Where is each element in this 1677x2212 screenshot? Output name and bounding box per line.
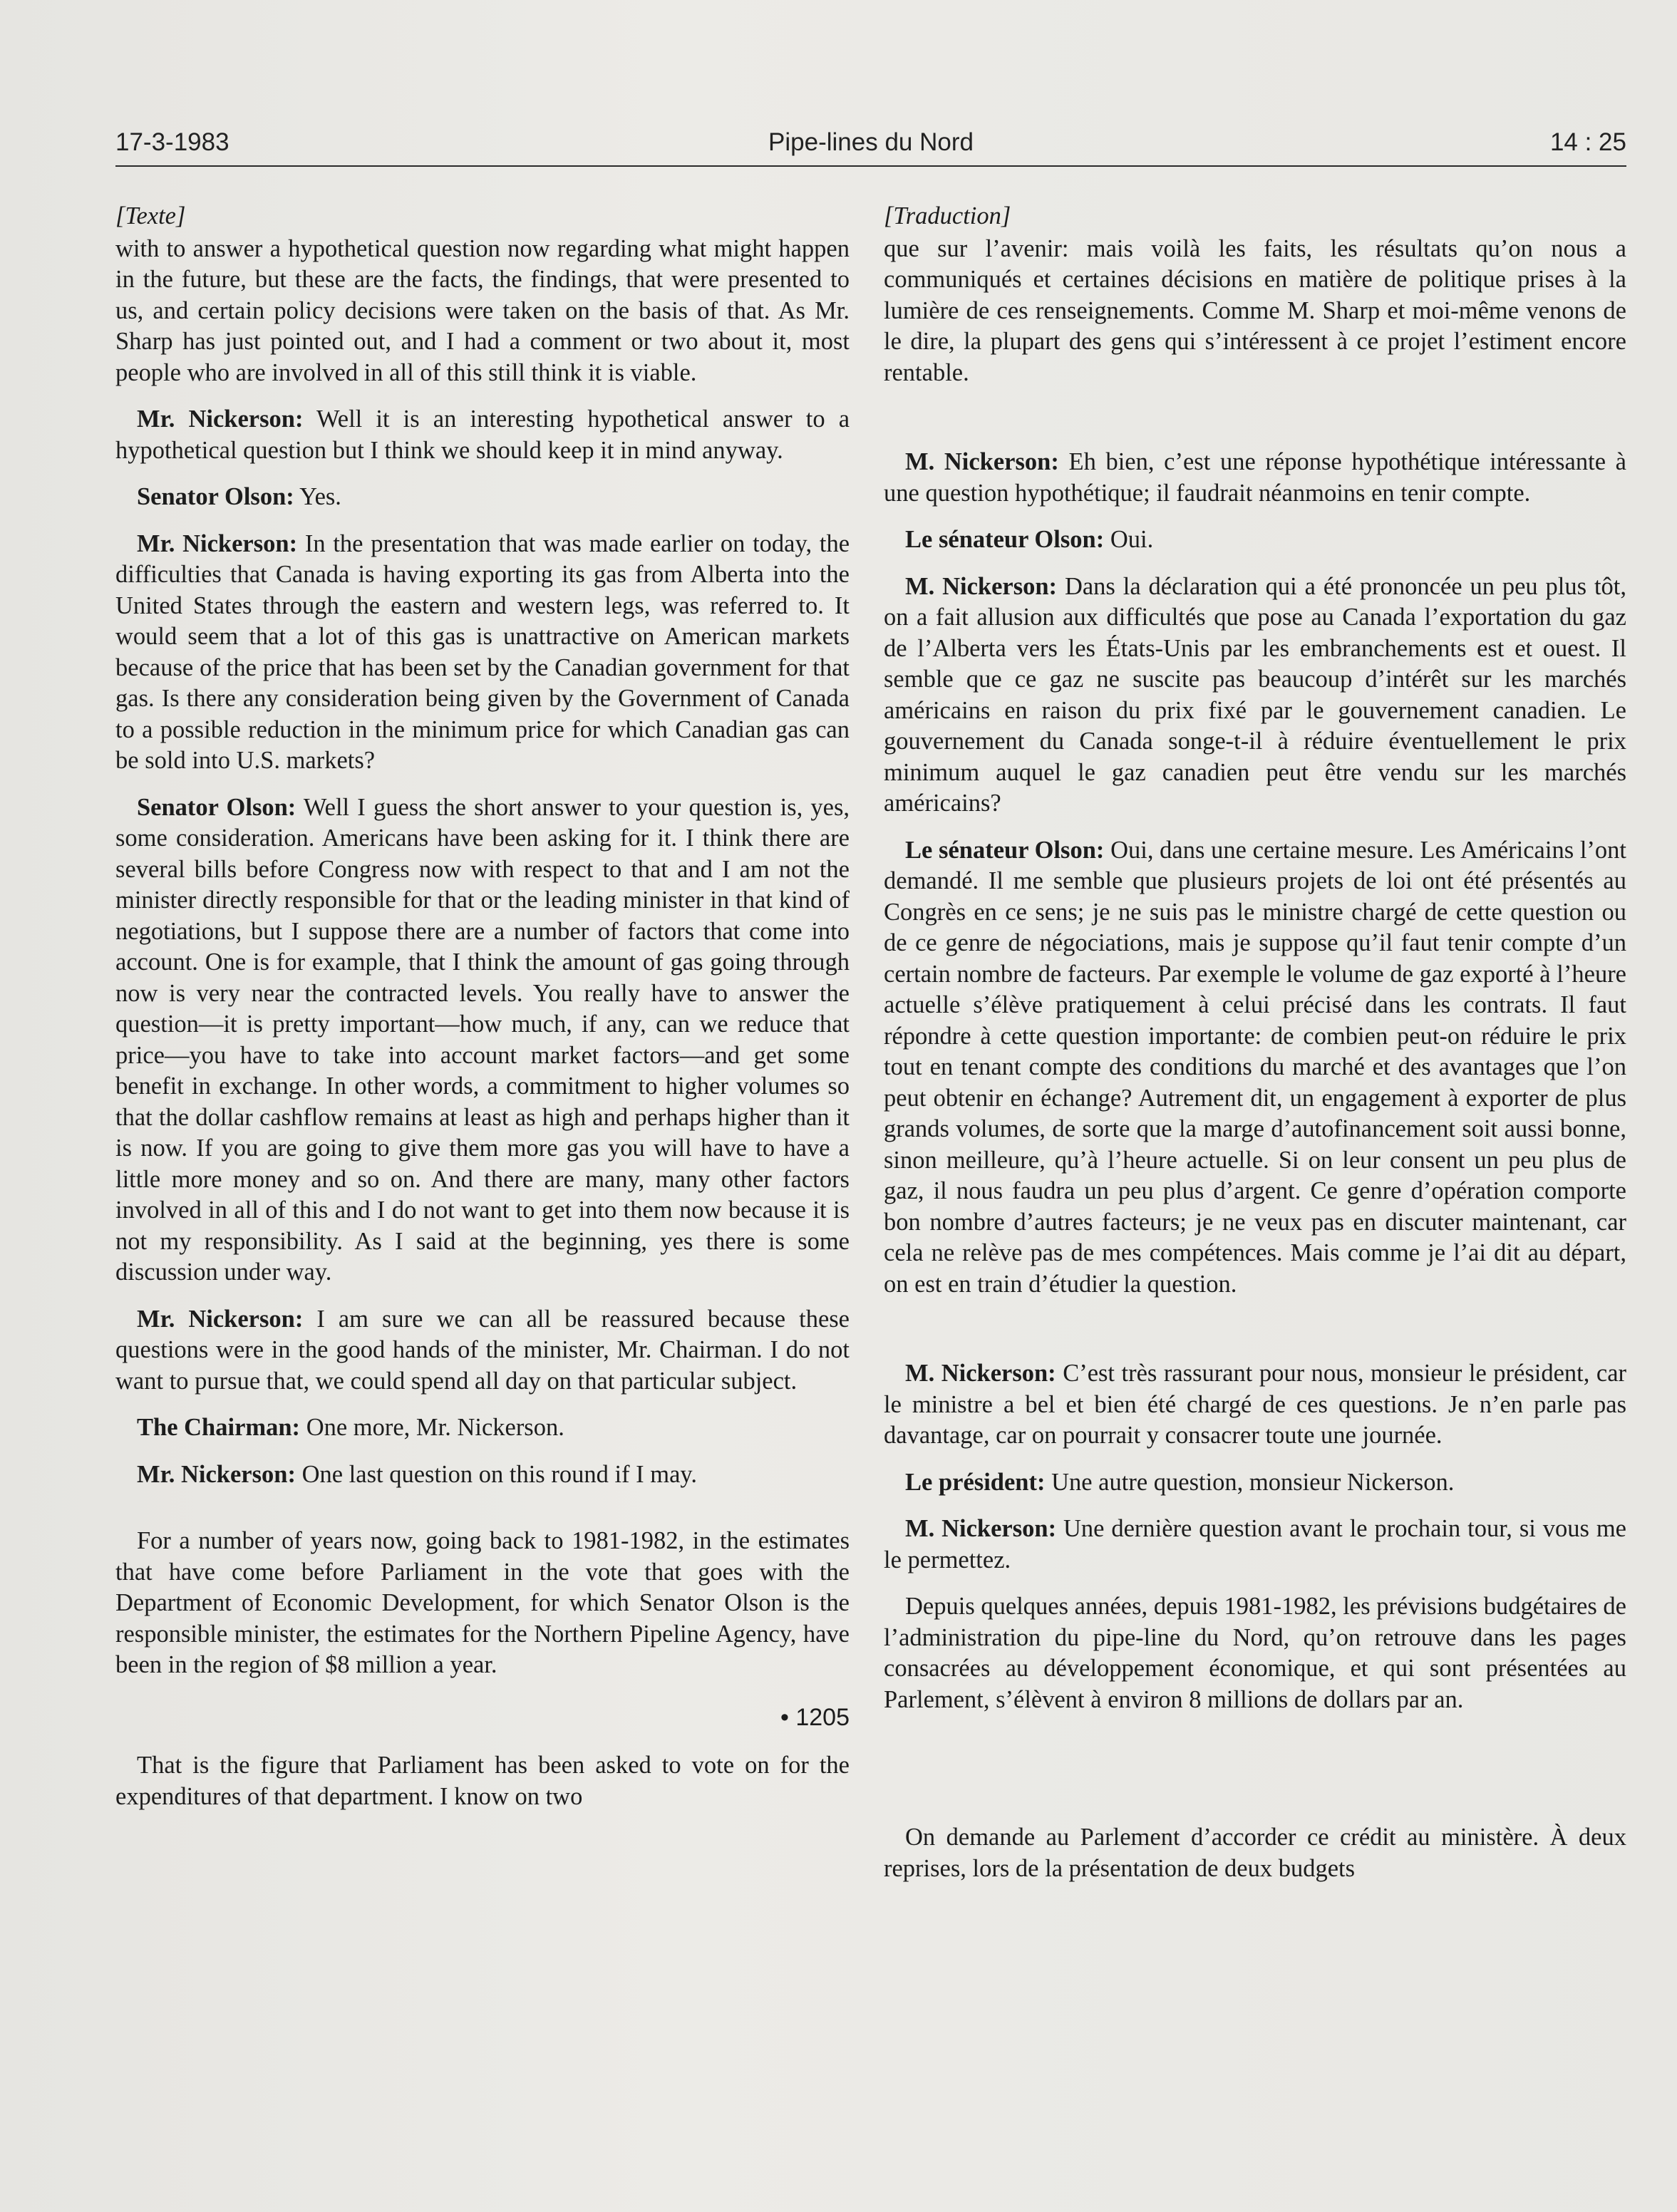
speech-text: Oui. (1104, 526, 1154, 553)
speaker-name: Le président: (905, 1468, 1046, 1496)
speaker-name: Mr. Nickerson: (137, 529, 298, 557)
header-title: Pipe-lines du Nord (768, 128, 974, 156)
paragraph: que sur l’avenir: mais voilà les faits, les résultats qu’on nous a communiqués et certaines décisions en matière de politique prises à la lumière de ces renseignements. Comme M. Sharp et moi-même venons de le dire, la plupart des gens qui s’intéressent à ce projet l’estiment encore rentable. (884, 234, 1626, 386)
paragraph (884, 572, 1626, 820)
paragraph (115, 792, 850, 1288)
paragraph (115, 482, 850, 513)
speaker-name: Le sénateur Olson: (905, 836, 1105, 864)
speaker-name: M. Nickerson: (905, 1515, 1057, 1542)
paragraph: with to answer a hypothetical question now regarding what might happen in the future, but these are the facts, the findings, that were presented to us, and certain policy decisions were taken on the basis of that. As Mr. Sharp has just pointed out, and I had a comment or two about it, most people who are involved in all of this still think it is viable. (115, 234, 850, 386)
time-marker: • 1205 (780, 1703, 850, 1731)
speaker-name: M. Nickerson: (905, 572, 1058, 600)
speaker-name: Mr. Nickerson: (137, 1460, 296, 1488)
paragraph: Depuis quelques années, depuis 1981-1982, les prévisions budgétaires de l’administration du pipe-line du Nord, qu’on retrouve dans les pages consacrées au développement économique, et qui sont présentées au Parlement, s’élèvent à environ 8 millions de dollars par an. (884, 1593, 1626, 1713)
header-date: 17-3-1983 (115, 128, 229, 156)
paragraph (884, 1467, 1626, 1499)
speech-text: Une dernière question avant le prochain tour, si vous me le permettez. (884, 1515, 1626, 1573)
speech-text: In the presentation that was made earlier on today, the difficulties that Canada is having exporting its gas from Alberta into the United States through the eastern and western legs, was referred to. It would seem that a lot of this gas is unattractive on American markets because of the price that has been set by the Canadian government for that gas. Is there any consideration being given by the Government of Canada to a possible reduction in the minimum price for which Canadian gas can be sold into U.S. markets? (115, 529, 850, 774)
speaker-name: Senator Olson: (137, 793, 296, 821)
speech-text: Oui, dans une certaine mesure. Les Américains l’ont demandé. Il me semble que plusieurs projets de loi ont été présentés au Congrès en ce sens; je ne suis pas le ministre chargé de cette question ou de ce genre de négociations, mais je suppose qu’il faut tenir compte d’un certain nombre de facteurs. Par exemple le volume de gaz exporté à l’heure actuelle s’élève pratiquement à celui précisé dans les contrats. Il faut répondre à cette question importante: de combien peut-on réduire le prix tout en tenant compte des conditions du marché et des avantages que l’on peut obtenir en échange? Autrement dit, un engagement à exporter de plus grands volumes, de sorte que la marge d’autofinancement soit aussi bonne, sinon meilleure, qu’à l’heure actuelle. Si on leur consent un peu plus de gaz, il nous faudra un peu plus d’argent. Ce genre d’opération comporte bon nombre d’autres facteurs; je ne veux pas en discuter maintenant, car cela ne relève pas de mes compétences. Mais comme je l’ai dit au départ, on est en train d’étudier la question. (884, 836, 1626, 1298)
speech-text: Well I guess the short answer to your question is, yes, some consideration. Americans have been asking for it. I think there are several bills before Congress now with respect to that and I am not the minister directly responsible for that or the leading minister in that kind of negotiations, but I suppose there are a number of factors that come into account. One is for example, that I think the amount of gas going through now is very near the contracted levels. You really have to answer the question—it is pretty important—how much, if any, can we reduce that price—you have to take into account market factors—and get some benefit in exchange. In other words, a commitment to higher volumes so that the dollar cashflow remains at least as high and perhaps higher than it is now. If you are going to give them more gas you will have to have a little more money and so on. And there are many, many other factors involved in all of this and I do not want to get into them now because it is not my responsibility. As I said at the beginning, yes there is some discussion under way. (115, 793, 850, 1286)
paragraph (884, 1358, 1626, 1452)
speech-text: C’est très rassurant pour nous, monsieur le président, car le ministre a bel et bien été chargé de ces questions. Je n’en parle pas davantage, car on pourrait y consacrer toute une journée. (884, 1360, 1626, 1449)
english-column (115, 201, 850, 1828)
speaker-name: Senator Olson: (137, 483, 294, 510)
speaker-name: M. Nickerson: (905, 448, 1059, 475)
speaker-name: Mr. Nickerson: (137, 405, 304, 433)
speech-text: One last question on this round if I may. (295, 1460, 698, 1488)
speech-text: Une autre question, monsieur Nickerson. (1045, 1468, 1455, 1496)
paragraph (115, 1459, 850, 1491)
paragraph (115, 1412, 850, 1444)
speaker-name: The Chairman: (137, 1414, 301, 1441)
speech-text: Dans la déclaration qui a été prononcée un peu plus tôt, on a fait allusion aux difficultés que pose au Canada l’exportation du gaz de l’Alberta vers les États-Unis par les embranchements est et ouest. Il semble que ce gaz ne suscite pas beaucoup d’intérêt sur les marchés américains en raison du prix fixé par le gouvernement canadien. Le gouvernement du Canada songe-t-il à réduire éventuellement le prix minimum auquel le gaz canadien peut être vendu sur les marchés américains? (884, 572, 1627, 817)
header-page-number: 14 : 25 (1549, 128, 1626, 156)
english-column-label: [Texte] (115, 202, 186, 229)
paragraph (884, 835, 1626, 1301)
speech-text: One more, Mr. Nickerson. (300, 1414, 564, 1441)
page-header (115, 125, 1626, 167)
speech-text: Well it is an interesting hypothetical answer to a hypothetical question but I think we should keep it in mind anyway. (115, 405, 850, 464)
speech-text: I am sure we can all be reassured because these questions were in the good hands of the minister, Mr. Chairman. I do not want to pursue that, we could spend all day on that particular subject. (115, 1305, 850, 1395)
french-column-label: [Traduction] (884, 202, 1011, 229)
paragraph: For a number of years now, going back to 1981-1982, in the estimates that have come before Parliament in the vote that goes with the Department of Economic Development, for which Senator Olson is the responsible minister, the estimates for the Northern Pipeline Agency, have been in the region of $8 million a year. (115, 1527, 850, 1678)
speech-text: Eh bien, c’est une réponse hypothétique intéressante à une question hypothétique; il faudrait néanmoins en tenir compte. (884, 448, 1626, 507)
french-column (884, 201, 1626, 1900)
paragraph (115, 529, 850, 777)
paragraph: On demande au Parlement d’accorder ce crédit au ministère. À deux reprises, lors de la présentation de deux budgets (884, 1824, 1626, 1882)
paragraph (884, 447, 1626, 509)
paragraph (884, 1514, 1626, 1576)
speech-text: Yes. (294, 483, 341, 510)
speaker-name: M. Nickerson: (905, 1360, 1056, 1387)
paragraph (115, 1304, 850, 1397)
speaker-name: Mr. Nickerson: (137, 1305, 304, 1333)
paragraph (884, 524, 1626, 556)
paragraph: That is the figure that Parliament has been asked to vote on for the expenditures of that department. I know on two (115, 1752, 850, 1810)
speaker-name: Le sénateur Olson: (905, 526, 1105, 553)
paragraph (115, 404, 850, 466)
